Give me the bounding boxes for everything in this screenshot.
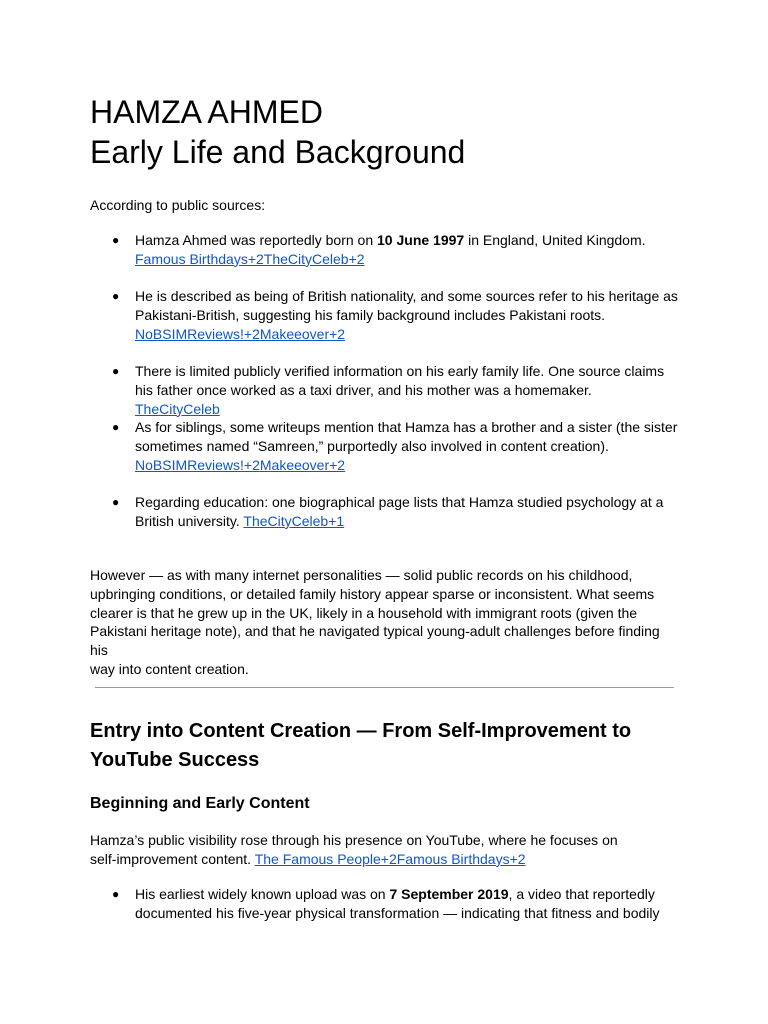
source-link[interactable]: TheCityCeleb+1 — [243, 512, 345, 529]
source-link[interactable]: The Famous People+2Famous Birthdays+2 — [254, 850, 526, 867]
source-link[interactable]: TheCityCeleb — [135, 400, 220, 417]
paragraph-line: However — as with many internet personalities — solid public records on his childhood, — [90, 567, 633, 583]
intro-text: According to public sources: — [90, 197, 266, 213]
upload-date: 7 September 2019 — [389, 886, 509, 902]
bullet-text: He is described as being of British nationality, and some sources refer to his heritage as — [135, 288, 678, 304]
list-item — [112, 418, 680, 474]
source-link[interactable]: NoBSIMReviews!+2Makeeover+2 — [135, 456, 346, 473]
title-name: HAMZA AHMED — [90, 94, 323, 130]
bullet-text: his father once worked as a taxi driver, and his mother was a homemaker. — [135, 381, 592, 398]
bullet-text: His earliest widely known upload was on — [135, 886, 390, 902]
horizontal-divider — [95, 687, 674, 688]
source-link[interactable]: NoBSIMReviews!+2Makeeover+2 — [135, 325, 346, 342]
list-item — [112, 493, 680, 531]
bullet-dot: ● — [112, 289, 120, 303]
bullet-text: As for siblings, some writeups mention that Hamza has a brother and a sister (the sister — [135, 419, 678, 435]
title-subtitle: Early Life and Background — [90, 134, 466, 170]
bullet-dot: ● — [112, 233, 120, 247]
bullet-text: documented his five-year physical transformation — indicating that fitness and bodily — [135, 904, 660, 921]
birth-date: 10 June 1997 — [377, 232, 465, 248]
paragraph-line: way into content creation. — [90, 660, 249, 677]
heading-line: Entry into Content Creation — From Self-Improvement to — [90, 720, 632, 742]
bullet-dot: ● — [112, 495, 120, 509]
however-paragraph — [90, 566, 680, 679]
list-item — [112, 885, 680, 923]
heading-line: YouTube Success — [90, 749, 260, 771]
bullet-dot: ● — [112, 420, 120, 434]
list-item — [112, 362, 680, 418]
bullet-text: Hamza Ahmed was reportedly born on — [135, 232, 378, 248]
section-heading — [90, 717, 690, 775]
bullet-text: Regarding education: one biographical page lists that Hamza studied psychology at a — [135, 494, 664, 510]
bullet-dot: ● — [112, 364, 120, 378]
bullet-text: in England, United Kingdom. — [464, 232, 646, 248]
source-link[interactable]: Famous Birthdays+2TheCityCeleb+2 — [135, 250, 365, 267]
page-title — [90, 92, 465, 172]
bullet-text: British university. — [135, 512, 244, 529]
paragraph-line: Pakistani heritage note), and that he navigated typical young-adult challenges before finding his — [90, 623, 660, 659]
bullet-text: sometimes named “Samreen,” purportedly also involved in content creation). — [135, 437, 609, 454]
list-item — [112, 231, 680, 269]
paragraph-line: Hamza’s public visibility rose through his presence on YouTube, where he focuses on — [90, 832, 618, 848]
bullet-dot: ● — [112, 887, 120, 901]
bullet-text: There is limited publicly verified information on his early family life. One source claims — [135, 363, 665, 379]
paragraph-line: self-improvement content. — [90, 850, 255, 867]
bullet-text: Pakistani-British, suggesting his family background includes Pakistani roots. — [135, 306, 606, 323]
subsection-heading: Beginning and Early Content — [90, 795, 310, 812]
paragraph-line: upbringing conditions, or detailed family history appear sparse or inconsistent. What seems — [90, 585, 655, 602]
list-item — [112, 287, 680, 343]
visibility-paragraph — [90, 831, 680, 869]
paragraph-line: clearer is that he grew up in the UK, likely in a household with immigrant roots (given the — [90, 604, 638, 621]
bullet-text: , a video that reportedly — [508, 886, 655, 902]
